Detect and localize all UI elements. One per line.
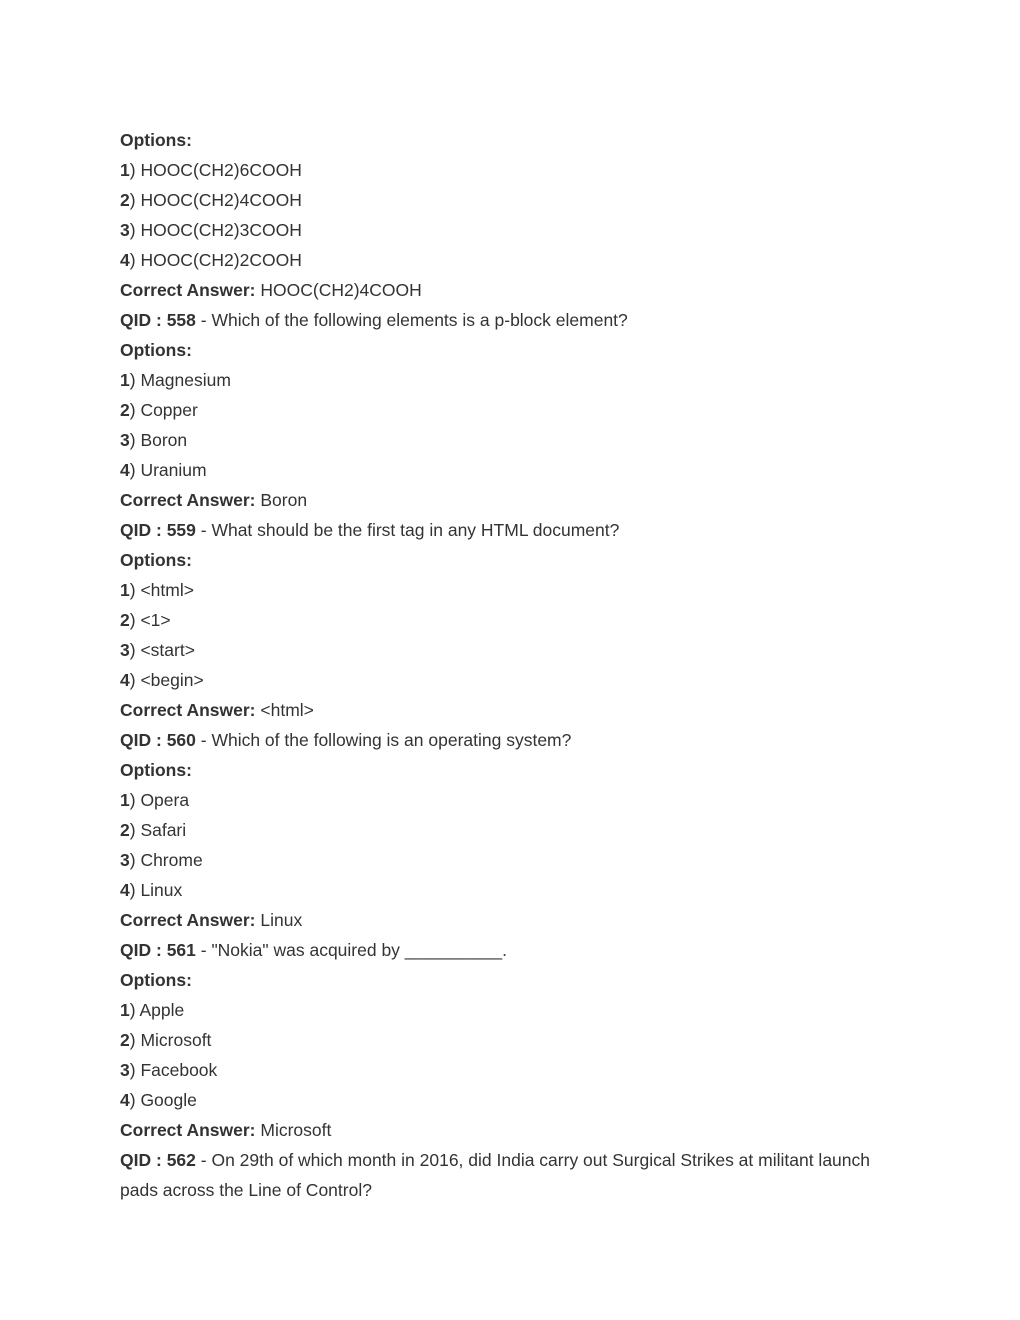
question-line (120, 515, 880, 545)
options-heading-label: Options: (120, 340, 192, 360)
option-item: 4) <begin> (120, 670, 204, 690)
correct-answer-label: Correct Answer: (120, 490, 256, 510)
option-item: 2) HOOC(CH2)4COOH (120, 190, 302, 210)
option-number: 4 (120, 880, 130, 900)
option-text: <1> (140, 610, 171, 630)
option-number: 1 (120, 1000, 130, 1020)
option-text: <begin> (140, 670, 204, 690)
option-item: 4) Uranium (120, 460, 207, 480)
option-number: 2 (120, 610, 130, 630)
option-text: <html> (140, 580, 194, 600)
option-number: 2 (120, 820, 130, 840)
option-number: 1 (120, 790, 130, 810)
correct-answer (120, 275, 880, 305)
correct-answer-value: Microsoft (260, 1120, 332, 1140)
question-line (120, 935, 880, 965)
correct-answer-value: HOOC(CH2)4COOH (260, 280, 422, 300)
correct-answer-label: Correct Answer: (120, 1120, 256, 1140)
correct-answer (120, 695, 880, 725)
question-line (120, 1145, 880, 1205)
option-text: Linux (140, 880, 183, 900)
qid-prefix: QID : (120, 310, 162, 330)
qid-separator: - (195, 310, 212, 330)
option-number: 1 (120, 160, 130, 180)
option-text: HOOC(CH2)6COOH (140, 160, 302, 180)
question-line (120, 305, 880, 335)
question-id (120, 1150, 196, 1170)
qid-prefix: QID : (120, 1150, 162, 1170)
option-text: HOOC(CH2)2COOH (140, 250, 302, 270)
question-text: On 29th of which month in 2016, did India carry out Surgical Strikes at militant launch pads across the Line of Control? (120, 1150, 870, 1200)
option-number: 3 (120, 850, 130, 870)
qid-number: 562 (166, 1150, 196, 1170)
qid-number: 560 (166, 730, 196, 750)
correct-answer-value: Linux (260, 910, 303, 930)
option-number: 2 (120, 400, 130, 420)
option-number: 4 (120, 460, 130, 480)
option-text: Safari (140, 820, 187, 840)
options-heading (120, 335, 880, 365)
option-number: 2 (120, 190, 130, 210)
option-number: 3 (120, 430, 130, 450)
correct-answer-value: <html> (260, 700, 314, 720)
options-heading-label: Options: (120, 130, 192, 150)
question-line (120, 725, 880, 755)
qid-separator: - (195, 1150, 212, 1170)
option-item: 2) Microsoft (120, 1030, 212, 1050)
option-number: 4 (120, 1090, 130, 1110)
options-heading (120, 125, 880, 155)
options-heading-label: Options: (120, 550, 192, 570)
option-text: HOOC(CH2)4COOH (140, 190, 302, 210)
qid-prefix: QID : (120, 520, 162, 540)
option-item: 3) Facebook (120, 1060, 218, 1080)
option-item: 4) Linux (120, 880, 183, 900)
option-item: 2) Copper (120, 400, 198, 420)
option-item: 3) <start> (120, 640, 195, 660)
option-text: Google (140, 1090, 197, 1110)
option-item: 1) <html> (120, 580, 194, 600)
question-id (120, 310, 196, 330)
qid-prefix: QID : (120, 940, 162, 960)
correct-answer (120, 485, 880, 515)
question-text: What should be the first tag in any HTML document? (211, 520, 620, 540)
options-heading (120, 965, 880, 995)
correct-answer-label: Correct Answer: (120, 280, 256, 300)
option-item: 3) Boron (120, 430, 188, 450)
correct-answer-label: Correct Answer: (120, 700, 256, 720)
option-text: Magnesium (140, 370, 231, 390)
correct-answer (120, 905, 880, 935)
option-item: 1) HOOC(CH2)6COOH (120, 160, 302, 180)
question-id (120, 730, 196, 750)
option-number: 2 (120, 1030, 130, 1050)
question-id (120, 940, 196, 960)
qid-separator: - (195, 520, 212, 540)
option-text: Boron (140, 430, 188, 450)
qid-prefix: QID : (120, 730, 162, 750)
option-text: Chrome (140, 850, 203, 870)
question-text: "Nokia" was acquired by __________. (211, 940, 507, 960)
qid-separator: - (195, 940, 212, 960)
options-heading (120, 545, 880, 575)
option-text: Opera (140, 790, 190, 810)
correct-answer-label: Correct Answer: (120, 910, 256, 930)
qid-number: 561 (166, 940, 196, 960)
option-item: 1) Apple (120, 1000, 185, 1020)
question-text: Which of the following is an operating system? (211, 730, 572, 750)
option-number: 4 (120, 250, 130, 270)
option-number: 3 (120, 1060, 130, 1080)
correct-answer-value: Boron (260, 490, 308, 510)
option-number: 1 (120, 370, 130, 390)
option-text: Copper (140, 400, 198, 420)
option-item: 1) Magnesium (120, 370, 231, 390)
option-item: 1) Opera (120, 790, 190, 810)
qid-separator: - (195, 730, 212, 750)
page-content (120, 125, 880, 1205)
option-item: 2) Safari (120, 820, 187, 840)
option-item: 3) HOOC(CH2)3COOH (120, 220, 302, 240)
option-text: HOOC(CH2)3COOH (140, 220, 302, 240)
options-heading-label: Options: (120, 760, 192, 780)
qid-number: 558 (166, 310, 196, 330)
qid-number: 559 (166, 520, 196, 540)
option-text: <start> (140, 640, 195, 660)
option-number: 1 (120, 580, 130, 600)
option-number: 4 (120, 670, 130, 690)
option-text: Uranium (140, 460, 207, 480)
option-text: Apple (139, 1000, 185, 1020)
option-text: Facebook (140, 1060, 218, 1080)
options-heading (120, 755, 880, 785)
correct-answer (120, 1115, 880, 1145)
option-number: 3 (120, 640, 130, 660)
option-text: Microsoft (140, 1030, 212, 1050)
option-item: 2) <1> (120, 610, 171, 630)
question-id (120, 520, 196, 540)
option-number: 3 (120, 220, 130, 240)
option-item: 4) Google (120, 1090, 197, 1110)
option-item: 3) Chrome (120, 850, 203, 870)
question-text: Which of the following elements is a p-block element? (211, 310, 628, 330)
options-heading-label: Options: (120, 970, 192, 990)
option-item: 4) HOOC(CH2)2COOH (120, 250, 302, 270)
